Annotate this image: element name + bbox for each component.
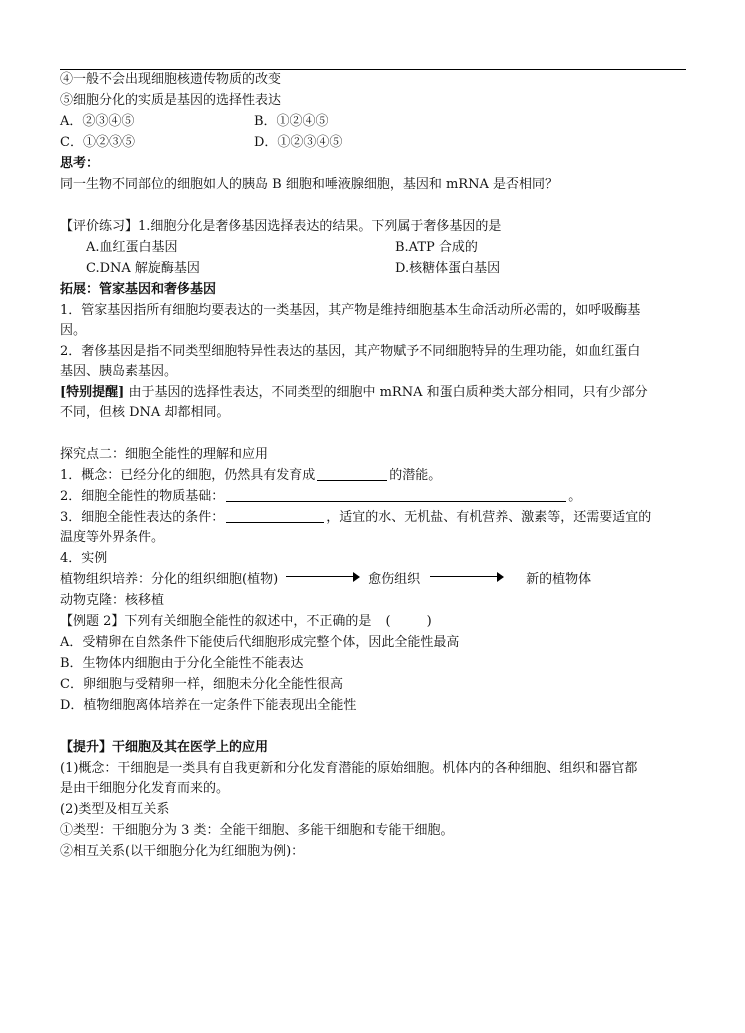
statement-4: ④一般不会出现细胞核遗传物质的改变 (60, 72, 282, 87)
material-basis-blank[interactable] (226, 488, 566, 502)
conditions-blank[interactable] (226, 509, 324, 523)
special-tip-line-2: 不同，但核 DNA 却都相同。 (60, 405, 230, 420)
example-2-question (60, 612, 432, 632)
conditions-text-end: ，适宜的水、无机盐、有机营养、激素等，还需要适宜的 (326, 510, 652, 525)
special-tip-text: 由于基因的选择性表达，不同类型的细胞中 mRNA 和蛋白质种类大部分相同，只有少部分 (128, 385, 648, 400)
eval-option-b: B.ATP 合成的 (395, 240, 478, 255)
think-heading: 思考： (60, 156, 100, 171)
example-2-option-a: A．受精卵在自然条件下能使后代细胞形成完整个体，因此全能性最高 (60, 635, 460, 650)
example-2-option-d: D．植物细胞离体培养在一定条件下能表现出全能性 (60, 698, 357, 713)
extension-label: 拓展： (60, 282, 100, 297)
material-basis-text: 2．细胞全能性的物质基础： (60, 489, 225, 504)
stem-cell-concept-line-2: 是由干细胞分化发育而来的。 (60, 781, 230, 796)
answer-paren-open: ( (385, 614, 391, 629)
conditions-line (60, 508, 651, 528)
eval-option-a: A.血红蛋白基因 (86, 240, 178, 255)
material-basis-line (60, 487, 581, 507)
conditions-line-2: 温度等外界条件。 (60, 530, 165, 545)
plant-step-3: 新的植物体 (526, 572, 592, 587)
think-question: 同一生物不同部位的细胞如人的胰岛 B 细胞和唾液腺细胞，基因和 mRNA 是否相同？ (60, 177, 558, 192)
special-tip-line-1 (60, 383, 648, 403)
special-tip-label: [特别提醒] (60, 385, 125, 400)
concept-line (60, 466, 441, 486)
conditions-text: 3．细胞全能性表达的条件： (60, 510, 225, 525)
stem-cell-types: ①类型：干细胞分为 3 类：全能干细胞、多能干细胞和专能干细胞。 (60, 823, 454, 838)
concept-blank[interactable] (317, 467, 387, 481)
example-2-text: 【例题 2】下列有关细胞全能性的叙述中，不正确的是 (60, 614, 372, 629)
stem-cell-types-heading: (2)类型及相互关系 (60, 802, 170, 817)
q1-option-d: D．①②③④⑤ (254, 135, 343, 150)
stem-cell-relationship: ②相互关系(以干细胞分化为红细胞为例)： (60, 844, 305, 859)
arrow-right-icon (286, 572, 360, 582)
eval-option-d: D.核糖体蛋白基因 (395, 261, 501, 276)
example-2-option-b: B．生物体内细胞由于分化全能性不能表达 (60, 656, 304, 671)
extension-2-line-1: 2．奢侈基因是指不同类型细胞特异性表达的基因，其产物赋予不同细胞特异的生理功能，如血红蛋白 (60, 344, 641, 359)
q1-options-row-1 (60, 112, 329, 132)
eval-options-row-1 (86, 238, 478, 258)
q1-options-row-2 (60, 133, 343, 153)
stem-cell-concept-line-1: (1)概念：干细胞是一类具有自我更新和分化发育潜能的原始细胞。机体内的各种细胞、组织和器官都 (60, 761, 638, 776)
material-basis-end: 。 (568, 489, 582, 504)
eval-text: 1.细胞分化是奢侈基因选择表达的结果。下列属于奢侈基因的是 (138, 219, 502, 234)
concept-text-end: 的潜能。 (389, 468, 442, 483)
extension-heading (60, 280, 216, 300)
extension-1-line-1: 1．管家基因指所有细胞均要表达的一类基因，其产物是维持细胞基本生命活动所必需的，如呼吸酶基 (60, 303, 641, 318)
answer-paren-close: ) (426, 614, 432, 629)
eval-options-row-2 (86, 259, 501, 279)
eval-question (60, 217, 501, 237)
plant-step-2: 愈伤组织 (368, 572, 421, 587)
examples-heading: 4．实例 (60, 551, 108, 566)
concept-text: 1．概念：已经分化的细胞，仍然具有发育成 (60, 468, 316, 483)
section-2-title: 探究点二：细胞全能性的理解和应用 (60, 447, 269, 462)
eval-label: 【评价练习】 (60, 219, 139, 234)
statement-5: ⑤细胞分化的实质是基因的选择性表达 (60, 93, 282, 108)
arrow-right-icon (430, 572, 504, 582)
q1-option-c: C．①②③⑤ (60, 135, 135, 150)
advance-title: 【提升】干细胞及其在医学上的应用 (60, 740, 269, 755)
q1-option-b: B．①②④⑤ (254, 114, 329, 129)
example-2-option-c: C．卵细胞与受精卵一样，细胞未分化全能性很高 (60, 677, 343, 692)
extension-1-line-2: 因。 (60, 323, 87, 338)
extension-2-line-2: 基因、胰岛素基因。 (60, 364, 178, 379)
plant-tissue-culture-flow (60, 570, 591, 590)
eval-option-c: C.DNA 解旋酶基因 (86, 261, 200, 276)
animal-cloning: 动物克隆：核移植 (60, 593, 165, 608)
plant-step-1: 植物组织培养：分化的组织细胞(植物) (60, 572, 279, 587)
q1-option-a: A．②③④⑤ (60, 114, 135, 129)
extension-title: 管家基因和奢侈基因 (99, 282, 217, 297)
